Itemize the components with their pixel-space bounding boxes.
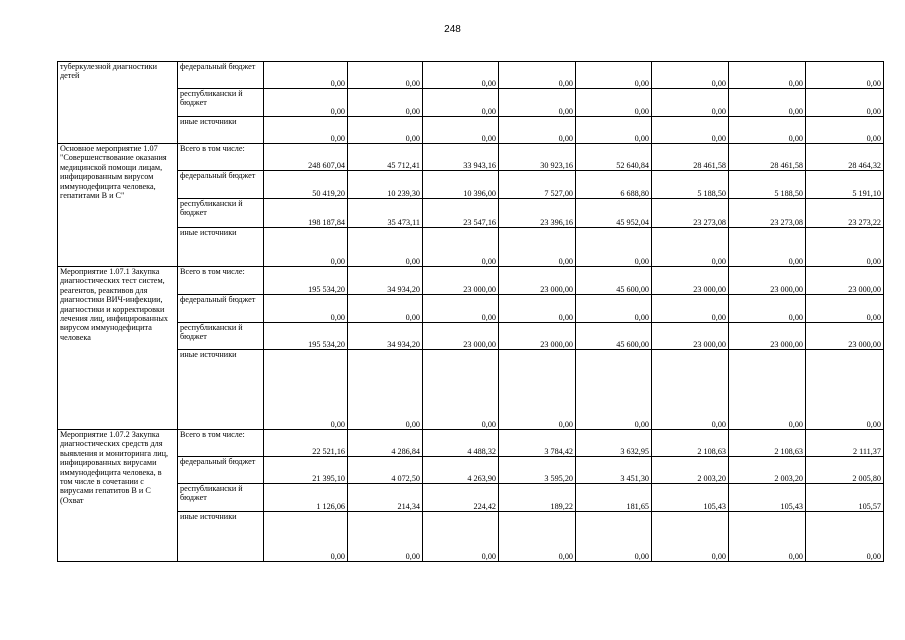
amount-cell: 23 396,16 [499, 199, 576, 228]
table-row [58, 62, 884, 89]
funding-source: Всего в том числе: [178, 267, 264, 295]
amount-cell: 5 188,50 [729, 171, 806, 199]
amount-cell: 0,00 [729, 228, 806, 267]
activity-description-text: Мероприятие 1.07.2 Закупка диагностических средств для выявления и мониторинга лиц, инфицированных вирусами иммунодефицита человека, в том числе в сочетании с вирусами гепатитов В и С (Охват [60, 430, 169, 505]
amount-cell: 0,00 [264, 117, 348, 144]
amount-cell: 7 527,00 [499, 171, 576, 199]
activity-description-text: Основное мероприятие 1.07 "Совершенствование оказания медицинской помощи лицам, инфицированным вирусом иммунодефицита человека, гепатитами В и С" [60, 144, 167, 201]
amount-cell: 181,65 [576, 484, 652, 512]
amount-cell: 0,00 [264, 350, 348, 430]
amount-cell: 0,00 [499, 228, 576, 267]
amount-cell: 23 000,00 [652, 323, 729, 350]
funding-source: Всего в том числе: [178, 144, 264, 171]
amount-cell: 0,00 [729, 62, 806, 89]
amount-cell: 0,00 [806, 295, 884, 323]
amount-cell: 0,00 [729, 89, 806, 117]
amount-cell: 0,00 [576, 512, 652, 562]
amount-cell: 2 003,20 [652, 457, 729, 484]
table-row [58, 457, 884, 484]
table-row [58, 89, 884, 117]
amount-cell: 33 943,16 [423, 144, 499, 171]
amount-cell: 6 688,80 [576, 171, 652, 199]
amount-cell: 4 286,84 [348, 430, 423, 457]
amount-cell: 45 600,00 [576, 267, 652, 295]
amount-cell: 35 473,11 [348, 199, 423, 228]
amount-cell: 0,00 [652, 350, 729, 430]
funding-source: республикански й бюджет [178, 89, 264, 117]
activity-description [58, 144, 178, 267]
activity-description-text: Мероприятие 1.07.1 Закупка диагностических тест систем, реагентов, реактивов для диагностики ВИЧ-инфекции, диагностики и корректировки лечения лиц, инфицированных вирусом иммунодефицита человека [60, 267, 168, 342]
amount-cell: 0,00 [423, 295, 499, 323]
amount-cell: 0,00 [729, 512, 806, 562]
table-row [58, 144, 884, 171]
amount-cell: 23 000,00 [806, 323, 884, 350]
amount-cell: 195 534,20 [264, 267, 348, 295]
amount-cell: 23 000,00 [499, 267, 576, 295]
amount-cell: 0,00 [806, 89, 884, 117]
amount-cell: 23 273,08 [729, 199, 806, 228]
amount-cell: 34 934,20 [348, 267, 423, 295]
amount-cell: 214,34 [348, 484, 423, 512]
amount-cell: 0,00 [499, 350, 576, 430]
amount-cell: 2 108,63 [652, 430, 729, 457]
amount-cell: 0,00 [348, 350, 423, 430]
amount-cell: 4 488,32 [423, 430, 499, 457]
funding-source: федеральный бюджет [178, 457, 264, 484]
amount-cell: 0,00 [576, 228, 652, 267]
amount-cell: 45 600,00 [576, 323, 652, 350]
activity-description [58, 430, 178, 562]
amount-cell: 105,43 [652, 484, 729, 512]
activity-description [58, 267, 178, 430]
amount-cell: 23 273,08 [652, 199, 729, 228]
amount-cell: 5 191,10 [806, 171, 884, 199]
funding-source: федеральный бюджет [178, 295, 264, 323]
amount-cell: 0,00 [806, 228, 884, 267]
funding-source: федеральный бюджет [178, 171, 264, 199]
amount-cell: 0,00 [806, 62, 884, 89]
amount-cell: 21 395,10 [264, 457, 348, 484]
activity-description-text: туберкулезной диагностики детей [60, 62, 157, 81]
amount-cell: 0,00 [806, 117, 884, 144]
table-row [58, 512, 884, 562]
amount-cell: 0,00 [652, 89, 729, 117]
amount-cell: 0,00 [423, 512, 499, 562]
amount-cell: 3 632,95 [576, 430, 652, 457]
amount-cell: 0,00 [423, 89, 499, 117]
funding-source: иные источники [178, 117, 264, 144]
funding-source: федеральный бюджет [178, 62, 264, 89]
amount-cell: 0,00 [576, 350, 652, 430]
amount-cell: 2 003,20 [729, 457, 806, 484]
funding-source: Всего в том числе: [178, 430, 264, 457]
funding-source: иные источники [178, 228, 264, 267]
amount-cell: 0,00 [729, 117, 806, 144]
amount-cell: 45 712,41 [348, 144, 423, 171]
amount-cell: 4 072,50 [348, 457, 423, 484]
amount-cell: 5 188,50 [652, 171, 729, 199]
amount-cell: 10 239,30 [348, 171, 423, 199]
amount-cell: 0,00 [264, 512, 348, 562]
amount-cell: 23 000,00 [423, 323, 499, 350]
table-body [58, 62, 884, 562]
table-row [58, 484, 884, 512]
table-row [58, 295, 884, 323]
amount-cell: 28 461,58 [652, 144, 729, 171]
amount-cell: 0,00 [576, 89, 652, 117]
amount-cell: 23 000,00 [423, 267, 499, 295]
funding-source: иные источники [178, 512, 264, 562]
amount-cell: 0,00 [652, 228, 729, 267]
amount-cell: 23 273,22 [806, 199, 884, 228]
amount-cell: 23 000,00 [652, 267, 729, 295]
amount-cell: 224,42 [423, 484, 499, 512]
amount-cell: 0,00 [576, 62, 652, 89]
amount-cell: 2 005,80 [806, 457, 884, 484]
funding-source: республикански й бюджет [178, 199, 264, 228]
amount-cell: 0,00 [423, 117, 499, 144]
table-row [58, 350, 884, 430]
amount-cell: 10 396,00 [423, 171, 499, 199]
amount-cell: 0,00 [576, 117, 652, 144]
amount-cell: 0,00 [348, 512, 423, 562]
amount-cell: 23 000,00 [806, 267, 884, 295]
amount-cell: 3 451,30 [576, 457, 652, 484]
amount-cell: 30 923,16 [499, 144, 576, 171]
amount-cell: 0,00 [348, 89, 423, 117]
amount-cell: 3 595,20 [499, 457, 576, 484]
table-row [58, 267, 884, 295]
table-row [58, 430, 884, 457]
amount-cell: 2 108,63 [729, 430, 806, 457]
amount-cell: 45 952,04 [576, 199, 652, 228]
amount-cell: 22 521,16 [264, 430, 348, 457]
amount-cell: 34 934,20 [348, 323, 423, 350]
table-row [58, 117, 884, 144]
amount-cell: 0,00 [348, 295, 423, 323]
funding-source: республикански й бюджет [178, 323, 264, 350]
amount-cell: 0,00 [499, 117, 576, 144]
amount-cell: 0,00 [576, 295, 652, 323]
amount-cell: 0,00 [264, 228, 348, 267]
amount-cell: 105,57 [806, 484, 884, 512]
funding-source: иные источники [178, 350, 264, 430]
amount-cell: 4 263,90 [423, 457, 499, 484]
amount-cell: 1 126,06 [264, 484, 348, 512]
amount-cell: 0,00 [652, 295, 729, 323]
amount-cell: 23 000,00 [729, 323, 806, 350]
amount-cell: 0,00 [806, 512, 884, 562]
amount-cell: 0,00 [264, 295, 348, 323]
amount-cell: 0,00 [423, 62, 499, 89]
amount-cell: 189,22 [499, 484, 576, 512]
activity-description [58, 62, 178, 144]
table-row [58, 323, 884, 350]
amount-cell: 0,00 [652, 512, 729, 562]
amount-cell: 23 547,16 [423, 199, 499, 228]
page-number: 248 [444, 24, 461, 35]
table-row [58, 228, 884, 267]
amount-cell: 0,00 [499, 89, 576, 117]
amount-cell: 2 111,37 [806, 430, 884, 457]
amount-cell: 50 419,20 [264, 171, 348, 199]
amount-cell: 0,00 [652, 117, 729, 144]
amount-cell: 0,00 [348, 117, 423, 144]
amount-cell: 0,00 [423, 228, 499, 267]
amount-cell: 105,43 [729, 484, 806, 512]
amount-cell: 0,00 [348, 228, 423, 267]
amount-cell: 28 464,32 [806, 144, 884, 171]
amount-cell: 0,00 [264, 62, 348, 89]
amount-cell: 195 534,20 [264, 323, 348, 350]
amount-cell: 248 607,04 [264, 144, 348, 171]
table-row [58, 171, 884, 199]
amount-cell: 23 000,00 [499, 323, 576, 350]
amount-cell: 52 640,84 [576, 144, 652, 171]
amount-cell: 198 187,84 [264, 199, 348, 228]
amount-cell: 0,00 [729, 350, 806, 430]
amount-cell: 0,00 [499, 512, 576, 562]
amount-cell: 0,00 [652, 62, 729, 89]
amount-cell: 23 000,00 [729, 267, 806, 295]
amount-cell: 0,00 [348, 62, 423, 89]
amount-cell: 0,00 [729, 295, 806, 323]
funding-source: республикански й бюджет [178, 484, 264, 512]
amount-cell: 0,00 [264, 89, 348, 117]
amount-cell: 0,00 [423, 350, 499, 430]
amount-cell: 3 784,42 [499, 430, 576, 457]
table-row [58, 199, 884, 228]
amount-cell: 0,00 [806, 350, 884, 430]
amount-cell: 0,00 [499, 295, 576, 323]
amount-cell: 0,00 [499, 62, 576, 89]
amount-cell: 28 461,58 [729, 144, 806, 171]
budget-table [57, 61, 884, 562]
